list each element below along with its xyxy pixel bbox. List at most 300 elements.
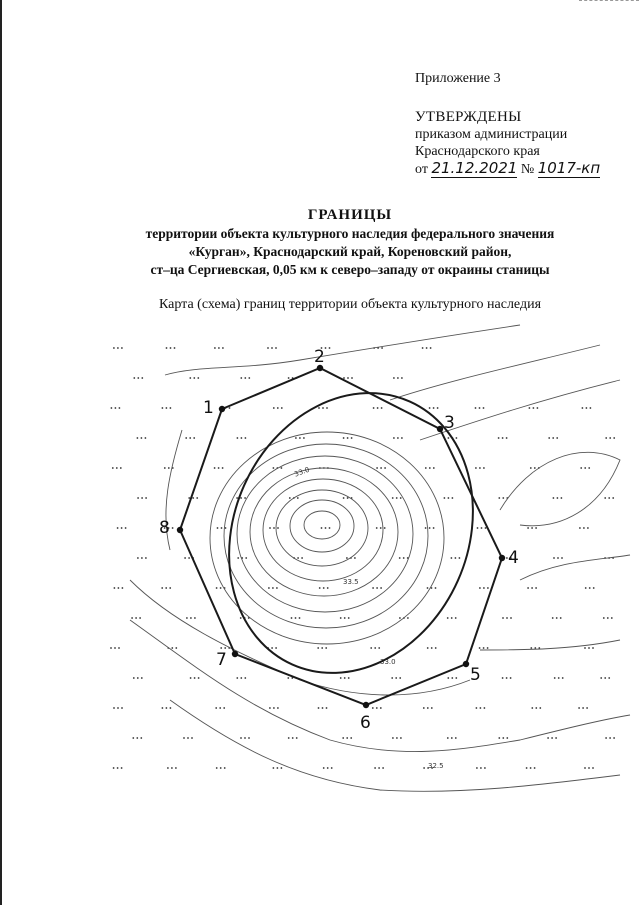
survey-dot — [347, 437, 349, 439]
survey-dot — [393, 437, 395, 439]
survey-dot — [131, 617, 133, 619]
survey-dot — [170, 707, 172, 709]
survey-dot — [276, 587, 278, 589]
survey-dot — [171, 647, 173, 649]
survey-dot — [273, 407, 275, 409]
survey-dot — [498, 437, 500, 439]
survey-dot — [188, 557, 190, 559]
region-text: Краснодарского края — [415, 144, 540, 159]
survey-dot — [451, 677, 453, 679]
vertex-label-5: 5 — [470, 665, 481, 685]
survey-dot — [560, 617, 562, 619]
contour-line — [480, 640, 620, 650]
survey-dot — [479, 647, 481, 649]
survey-dot — [451, 617, 453, 619]
survey-dot — [139, 617, 141, 619]
survey-dot — [122, 587, 124, 589]
survey-dot — [583, 527, 585, 529]
survey-dot — [288, 737, 290, 739]
survey-dot — [384, 527, 386, 529]
survey-dot — [133, 677, 135, 679]
survey-dot — [552, 437, 554, 439]
survey-dot — [273, 767, 275, 769]
contour-line — [130, 580, 470, 695]
survey-dot — [582, 407, 584, 409]
survey-dot — [557, 497, 559, 499]
survey-dot — [427, 587, 429, 589]
survey-dot — [548, 437, 550, 439]
survey-dot — [479, 407, 481, 409]
survey-dot — [271, 347, 273, 349]
contour-ring — [250, 465, 398, 596]
survey-dot — [174, 347, 176, 349]
survey-dot — [344, 617, 346, 619]
survey-dot — [351, 377, 353, 379]
survey-dot — [447, 677, 449, 679]
survey-dot — [612, 497, 614, 499]
survey-dot — [531, 587, 533, 589]
survey-dot — [392, 737, 394, 739]
survey-dot — [162, 407, 164, 409]
survey-dot — [141, 437, 143, 439]
survey-dot — [592, 647, 594, 649]
contour-line — [165, 325, 520, 375]
survey-dot — [240, 677, 242, 679]
survey-dot — [435, 647, 437, 649]
survey-dot — [593, 587, 595, 589]
handwritten-number: 1017-кп — [537, 159, 601, 177]
survey-dot — [327, 587, 329, 589]
survey-dot — [487, 647, 489, 649]
survey-dot — [326, 407, 328, 409]
survey-dot — [558, 677, 560, 679]
vertex-6 — [363, 702, 369, 708]
survey-dot — [244, 377, 246, 379]
survey-dot — [165, 587, 167, 589]
survey-dot — [186, 617, 188, 619]
survey-dot — [288, 377, 290, 379]
survey-dot — [605, 437, 607, 439]
survey-dot — [331, 767, 333, 769]
survey-dot — [196, 497, 198, 499]
survey-dot — [429, 407, 431, 409]
survey-dot — [343, 377, 345, 379]
survey-dot — [141, 557, 143, 559]
contour-line — [130, 620, 630, 752]
survey-dot — [198, 677, 200, 679]
survey-dot — [455, 737, 457, 739]
survey-dot — [277, 407, 279, 409]
survey-dot — [578, 707, 580, 709]
survey-dot — [248, 737, 250, 739]
survey-dot — [381, 347, 383, 349]
survey-dot — [340, 617, 342, 619]
survey-dot — [121, 347, 123, 349]
survey-dot — [319, 587, 321, 589]
survey-dot — [275, 347, 277, 349]
survey-dot — [342, 737, 344, 739]
survey-dot — [529, 407, 531, 409]
survey-dot — [136, 737, 138, 739]
survey-dot — [502, 737, 504, 739]
survey-dot — [327, 767, 329, 769]
survey-dot — [396, 497, 398, 499]
survey-dot — [164, 467, 166, 469]
survey-dot — [498, 737, 500, 739]
survey-dot — [604, 677, 606, 679]
vertex-labels — [159, 347, 519, 733]
survey-dot — [534, 647, 536, 649]
survey-dot — [535, 527, 537, 529]
survey-dot — [175, 647, 177, 649]
survey-dot — [556, 617, 558, 619]
contour-line — [500, 452, 620, 525]
survey-dot — [447, 737, 449, 739]
survey-dot — [216, 587, 218, 589]
contour-label: 32.5 — [428, 762, 444, 770]
survey-dot — [189, 437, 191, 439]
survey-dot — [184, 557, 186, 559]
survey-dot — [480, 767, 482, 769]
survey-dot — [351, 437, 353, 439]
survey-dot — [245, 437, 247, 439]
survey-dot — [248, 377, 250, 379]
number-prefix: № — [520, 162, 535, 177]
survey-dot — [561, 497, 563, 499]
survey-dot — [224, 767, 226, 769]
survey-dot — [382, 767, 384, 769]
contour-ring — [290, 500, 354, 552]
survey-dot — [510, 617, 512, 619]
survey-dot — [400, 497, 402, 499]
survey-dot — [475, 467, 477, 469]
survey-dot — [111, 407, 113, 409]
survey-dot — [399, 617, 401, 619]
survey-dot — [555, 737, 557, 739]
survey-dot — [240, 377, 242, 379]
survey-dot — [396, 737, 398, 739]
survey-dot — [325, 647, 327, 649]
survey-dot — [240, 497, 242, 499]
survey-dot — [376, 467, 378, 469]
survey-dot — [347, 497, 349, 499]
survey-dot — [140, 737, 142, 739]
survey-dot — [183, 737, 185, 739]
survey-dot — [400, 737, 402, 739]
survey-dot — [430, 347, 432, 349]
survey-dot — [141, 677, 143, 679]
survey-dot — [483, 467, 485, 469]
survey-dot — [425, 467, 427, 469]
survey-dot — [340, 677, 342, 679]
survey-dot — [535, 707, 537, 709]
survey-dot — [161, 587, 163, 589]
survey-dot — [299, 617, 301, 619]
survey-dot — [137, 557, 139, 559]
survey-dot — [272, 587, 274, 589]
survey-dot — [475, 407, 477, 409]
survey-dot — [269, 527, 271, 529]
survey-dot — [277, 707, 279, 709]
survey-dot — [448, 437, 450, 439]
survey-dot — [586, 407, 588, 409]
survey-dot — [115, 407, 117, 409]
survey-dot — [295, 437, 297, 439]
survey-dot — [354, 557, 356, 559]
survey-dot — [584, 467, 586, 469]
survey-dot — [137, 377, 139, 379]
vertex-label-6: 6 — [360, 713, 371, 733]
survey-dot — [281, 467, 283, 469]
survey-dot — [220, 647, 222, 649]
survey-dot — [551, 737, 553, 739]
survey-dot — [185, 437, 187, 439]
survey-dot — [589, 587, 591, 589]
survey-dot — [444, 497, 446, 499]
handwritten-date: 21.12.2021 — [431, 159, 518, 177]
survey-dot — [588, 767, 590, 769]
survey-dot — [114, 647, 116, 649]
survey-dot — [502, 677, 504, 679]
survey-dot — [220, 587, 222, 589]
survey-dot — [317, 647, 319, 649]
survey-dot — [244, 677, 246, 679]
survey-dot — [380, 467, 382, 469]
approved-heading: УТВЕРЖДЕНЫ — [415, 109, 522, 125]
survey-dot — [425, 527, 427, 529]
survey-dot — [448, 497, 450, 499]
survey-dot — [451, 737, 453, 739]
title-line-1: территории объекта культурного наследия федерального значения — [145, 226, 555, 241]
vertex-label-3: 3 — [444, 413, 455, 433]
survey-dot — [587, 527, 589, 529]
survey-dot — [141, 377, 143, 379]
vertex-3 — [437, 426, 443, 432]
survey-dot — [229, 407, 231, 409]
survey-dot — [433, 407, 435, 409]
survey-dot — [297, 557, 299, 559]
contour-label: 33.0 — [380, 658, 396, 666]
survey-dot — [112, 467, 114, 469]
survey-dot — [137, 437, 139, 439]
survey-dot — [535, 587, 537, 589]
survey-dot — [191, 737, 193, 739]
survey-dot — [171, 767, 173, 769]
survey-dot — [175, 767, 177, 769]
survey-dot — [397, 437, 399, 439]
survey-dot — [588, 467, 590, 469]
contour-line — [170, 700, 620, 791]
mound-outline — [186, 354, 517, 712]
survey-dot — [117, 527, 119, 529]
survey-dot — [244, 737, 246, 739]
survey-dot — [401, 377, 403, 379]
survey-dot — [113, 347, 115, 349]
survey-dot — [531, 707, 533, 709]
survey-dot — [117, 347, 119, 349]
survey-dot — [326, 707, 328, 709]
survey-dot — [381, 407, 383, 409]
survey-dot — [374, 647, 376, 649]
survey-dot — [584, 647, 586, 649]
survey-dot — [237, 557, 239, 559]
survey-dot — [510, 677, 512, 679]
survey-dot — [533, 407, 535, 409]
survey-dot — [322, 707, 324, 709]
survey-dot — [527, 527, 529, 529]
title-line-2: «Курган», Краснодарский край, Кореновский район, — [188, 244, 512, 259]
vertex-4 — [499, 555, 505, 561]
title-block — [60, 205, 639, 279]
vertex-label-2: 2 — [314, 347, 325, 367]
survey-dot — [582, 707, 584, 709]
survey-dot — [481, 527, 483, 529]
survey-dot — [552, 617, 554, 619]
survey-dot — [483, 647, 485, 649]
survey-dot — [556, 437, 558, 439]
survey-dot — [145, 437, 147, 439]
survey-dot — [167, 767, 169, 769]
survey-dot — [455, 677, 457, 679]
survey-dots — [110, 347, 615, 769]
vertex-label-1: 1 — [203, 398, 214, 418]
survey-dot — [579, 527, 581, 529]
survey-dot — [600, 677, 602, 679]
survey-dot — [244, 497, 246, 499]
survey-dot — [121, 527, 123, 529]
survey-dot — [223, 707, 225, 709]
survey-dot — [166, 707, 168, 709]
survey-dot — [395, 677, 397, 679]
survey-dot — [399, 677, 401, 679]
survey-dot — [277, 527, 279, 529]
survey-dot — [534, 467, 536, 469]
survey-dot — [373, 407, 375, 409]
survey-dot — [119, 407, 121, 409]
survey-dot — [192, 497, 194, 499]
survey-dot — [506, 737, 508, 739]
survey-dot — [502, 437, 504, 439]
survey-dot — [296, 737, 298, 739]
survey-dot — [221, 527, 223, 529]
survey-dot — [190, 617, 192, 619]
survey-dot — [377, 407, 379, 409]
survey-dot — [214, 467, 216, 469]
survey-dot — [487, 587, 489, 589]
order-date-line — [415, 160, 600, 178]
survey-dot — [145, 557, 147, 559]
survey-dot — [245, 557, 247, 559]
scan-corner-mark — [579, 0, 639, 4]
survey-dot — [350, 737, 352, 739]
survey-dot — [380, 587, 382, 589]
contour-line — [390, 345, 600, 400]
survey-dot — [592, 767, 594, 769]
survey-dot — [380, 707, 382, 709]
survey-dot — [166, 407, 168, 409]
map-caption: Карта (схема) границ территории объекта культурного наследия — [158, 297, 542, 312]
survey-dot — [427, 647, 429, 649]
survey-dot — [321, 527, 323, 529]
vertex-label-4: 4 — [508, 548, 519, 568]
survey-dot — [506, 617, 508, 619]
survey-dot — [162, 707, 164, 709]
survey-dot — [269, 707, 271, 709]
survey-dot — [586, 707, 588, 709]
survey-dot — [609, 437, 611, 439]
survey-dot — [401, 437, 403, 439]
survey-dot — [273, 467, 275, 469]
survey-dot — [113, 767, 115, 769]
survey-dot — [530, 467, 532, 469]
survey-dot — [584, 767, 586, 769]
survey-dot — [611, 617, 613, 619]
vertex-label-8: 8 — [159, 518, 170, 538]
survey-dot — [407, 617, 409, 619]
survey-dot — [607, 617, 609, 619]
survey-dot — [476, 707, 478, 709]
survey-dot — [380, 527, 382, 529]
survey-dot — [348, 617, 350, 619]
survey-dot — [170, 347, 172, 349]
survey-dot — [118, 647, 120, 649]
survey-dot — [447, 617, 449, 619]
survey-dot — [188, 497, 190, 499]
survey-dot — [240, 617, 242, 619]
survey-dot — [480, 707, 482, 709]
contour-label: 33.5 — [343, 578, 359, 586]
survey-dot — [539, 707, 541, 709]
survey-dot — [343, 437, 345, 439]
survey-dot — [537, 407, 539, 409]
survey-dot — [344, 677, 346, 679]
survey-dot — [291, 617, 293, 619]
survey-dot — [506, 437, 508, 439]
survey-dot — [133, 377, 135, 379]
vertex-5 — [463, 661, 469, 667]
survey-dot — [218, 467, 220, 469]
survey-dot — [343, 497, 345, 499]
contour-ring — [304, 511, 340, 539]
survey-dot — [613, 737, 615, 739]
contour-ring — [224, 444, 428, 628]
survey-dot — [455, 557, 457, 559]
survey-dot — [479, 587, 481, 589]
survey-dot — [237, 437, 239, 439]
survey-dot — [431, 647, 433, 649]
survey-dot — [547, 737, 549, 739]
survey-dot — [218, 347, 220, 349]
survey-dot — [329, 527, 331, 529]
survey-dot — [477, 527, 479, 529]
survey-dot — [455, 617, 457, 619]
survey-dot — [553, 557, 555, 559]
survey-dot — [303, 437, 305, 439]
survey-dot — [120, 467, 122, 469]
survey-dot — [116, 467, 118, 469]
survey-dot — [224, 647, 226, 649]
survey-dot — [190, 677, 192, 679]
document-title: ГРАНИЦЫ — [307, 207, 393, 223]
survey-dot — [281, 767, 283, 769]
territory-boundary — [180, 354, 516, 712]
survey-dot — [348, 677, 350, 679]
survey-dot — [194, 617, 196, 619]
survey-dot — [534, 767, 536, 769]
contour-lines — [130, 325, 630, 791]
survey-dot — [215, 707, 217, 709]
survey-dot — [613, 437, 615, 439]
